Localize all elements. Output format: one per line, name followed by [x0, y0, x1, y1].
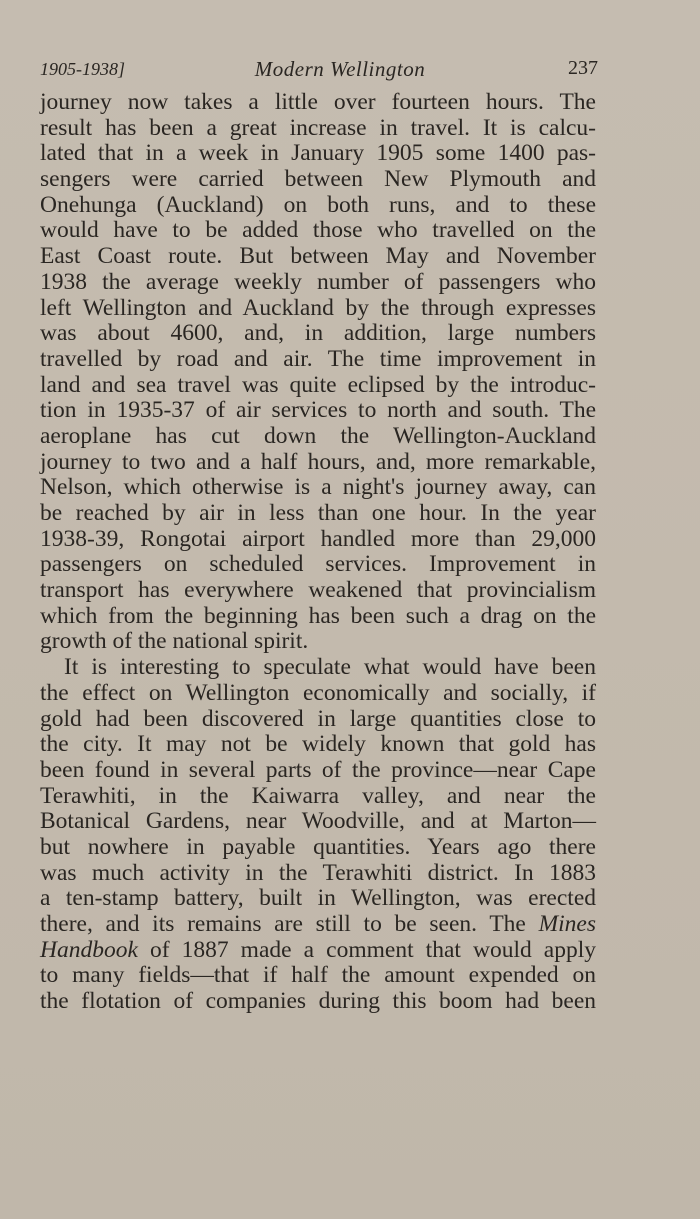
- text-line: the city. It may not be widely known that gold has: [40, 731, 596, 758]
- text-line: lated that in a week in January 1905 some 1400 pas-: [40, 140, 596, 167]
- text-line: a ten-stamp battery, built in Wellington, was erected: [40, 885, 596, 912]
- text-line: 1938-39, Rongotai airport handled more than 29,000: [40, 525, 596, 552]
- text-line: land and sea travel was quite eclipsed by the introduc-: [40, 371, 596, 398]
- text-line: Handbook of 1887 made a comment that would apply: [40, 936, 596, 963]
- text-line: Terawhiti, in the Kaiwarra valley, and near the: [40, 782, 596, 809]
- text-line: journey to two and a half hours, and, more remarkable,: [40, 448, 596, 475]
- text-line: East Coast route. But between May and November: [40, 243, 596, 270]
- text-line: aeroplane has cut down the Wellington-Auckland: [40, 422, 596, 449]
- text-line: left Wellington and Auckland by the through expresses: [40, 294, 596, 321]
- text-line: tion in 1935-37 of air services to north and south. The: [40, 397, 596, 424]
- text-line: was much activity in the Terawhiti district. In 1883: [40, 859, 596, 886]
- header-title: Modern Wellington: [254, 57, 426, 81]
- body-text: [40, 90, 596, 1015]
- text-line: travelled by road and air. The time improvement in: [40, 345, 596, 372]
- text-line: be reached by air in less than one hour. In the year: [40, 500, 596, 526]
- text-line: result has been a great increase in travel. It is calcu-: [40, 114, 596, 141]
- text-line: the flotation of companies during this boom had been: [40, 988, 596, 1015]
- running-header: [40, 57, 598, 81]
- text-line: would have to be added those who travelled on the: [40, 217, 596, 244]
- text-line: growth of the national spirit.: [40, 628, 309, 655]
- text-line: Onehunga (Auckland) on both runs, and to these: [40, 191, 596, 218]
- text-line: but nowhere in payable quantities. Years ago there: [40, 833, 596, 860]
- text-line: been found in several parts of the province—near Cape: [40, 756, 596, 783]
- text-line: Nelson, which otherwise is a night's journey away, can: [40, 474, 596, 501]
- text-line: which from the beginning has been such a drag on the: [40, 602, 596, 629]
- text-line: gold had been discovered in large quantities close to: [40, 705, 596, 732]
- text-line: sengers were carried between New Plymouth and: [40, 166, 596, 193]
- text-line: to many fields—that if half the amount expended on: [40, 962, 596, 989]
- text-line: journey now takes a little over fourteen hours. The: [40, 89, 596, 115]
- page-number: 237: [568, 57, 598, 79]
- text-line: the effect on Wellington economically and socially, if: [40, 679, 596, 706]
- text-line: there, and its remains are still to be seen. The Mines: [40, 911, 596, 937]
- text-line: transport has everywhere weakened that provincialism: [40, 577, 596, 604]
- text-line: 1938 the average weekly number of passengers who: [40, 268, 596, 295]
- text-line: Botanical Gardens, near Woodville, and at Marton—: [40, 808, 596, 835]
- header-date-range: 1905-1938]: [40, 59, 125, 79]
- text-line: It is interesting to speculate what would have been: [64, 654, 596, 681]
- text-line: was about 4600, and, in addition, large numbers: [40, 320, 596, 347]
- text-line: passengers on scheduled services. Improvement in: [40, 551, 596, 578]
